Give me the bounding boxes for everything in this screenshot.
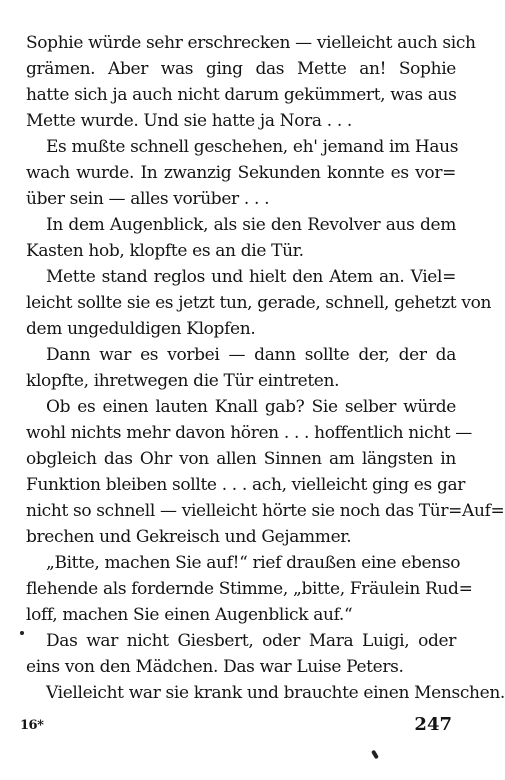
text-line: leicht sollte sie es jetzt tun, gerade, schnell, gehetzt von [26,293,492,313]
text-line: wohl nichts mehr davon hören . . . hoffentlich nicht — [26,423,472,443]
text-line: Das war nicht Giesbert, oder Mara Luigi, oder [46,631,456,651]
text-line: Dann war es vorbei — dann sollte der, der da [46,345,456,365]
text-line: über sein — alles vorüber . . . [26,189,270,209]
signature-mark: 16* [20,718,44,733]
text-line: dem ungeduldigen Klopfen. [26,319,256,339]
text-line: nicht so schnell — vielleicht hörte sie noch das Tür=Auf= [26,501,505,521]
text-line: flehende als fordernde Stimme, „bitte, Fräulein Rud= [26,579,473,599]
ink-speck [20,631,24,635]
text-line: Funktion bleiben sollte . . . ach, vielleicht ging es gar [26,475,466,495]
text-line: Mette stand reglos und hielt den Atem an. Viel= [46,267,456,287]
text-line: Kasten hob, klopfte es an die Tür. [26,241,304,261]
page-number: 247 [414,714,452,735]
text-line: Sophie würde sehr erschrecken — vielleicht auch sich [26,33,476,53]
text-line: Mette wurde. Und sie hatte ja Nora . . . [26,111,352,131]
text-line: Vielleicht war sie krank und brauchte einen Menschen. [46,683,505,703]
text-line: grämen. Aber was ging das Mette an! Sophie [26,59,456,79]
ink-speck [371,750,379,760]
text-line: „Bitte, machen Sie auf!“ rief draußen eine ebenso [46,553,461,573]
text-line: wach wurde. In zwanzig Sekunden konnte es vor= [26,163,456,183]
text-line: Ob es einen lauten Knall gab? Sie selber würde [46,397,456,417]
text-line: brechen und Gekreisch und Gejammer. [26,527,352,547]
text-line: loff, machen Sie einen Augenblick auf.“ [26,605,353,625]
text-line: klopfte, ihretwegen die Tür eintreten. [26,371,340,391]
text-line: In dem Augenblick, als sie den Revolver aus dem [46,215,456,235]
text-line: hatte sich ja auch nicht darum gekümmert, was aus [26,85,457,105]
text-line: obgleich das Ohr von allen Sinnen am längsten in [26,449,456,469]
text-line: Es mußte schnell geschehen, eh' jemand im Haus [46,137,459,157]
text-line: eins von den Mädchen. Das war Luise Peters. [26,657,404,677]
